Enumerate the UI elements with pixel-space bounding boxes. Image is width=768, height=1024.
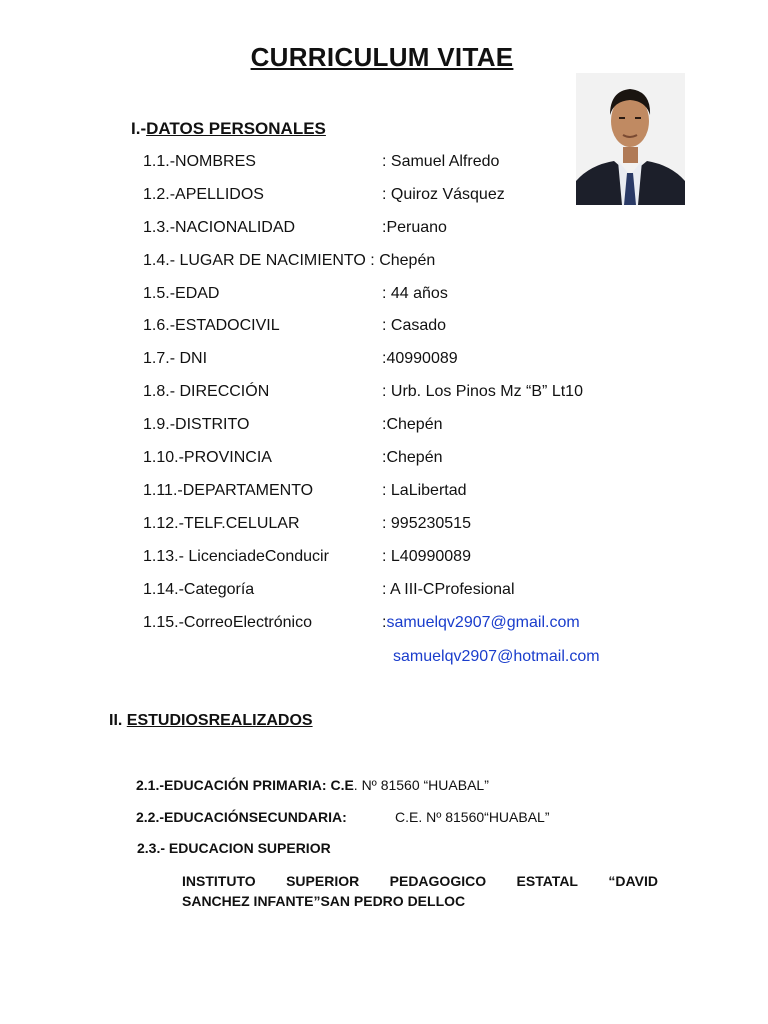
field-label: 1.2.-APELLIDOS	[143, 186, 264, 203]
field-value: :Chepén	[382, 449, 443, 466]
section-heading-studies	[109, 712, 313, 730]
field-label: 1.14.-Categoría	[143, 581, 255, 598]
field-label: 1.9.-DISTRITO	[143, 416, 250, 433]
field-label: 1.13.- LicenciadeConducir	[143, 548, 329, 565]
section-prefix: II.	[109, 712, 127, 729]
institution-name	[182, 871, 658, 911]
section-title: DATOS PERSONALES	[146, 119, 326, 138]
field-colon: :	[382, 614, 387, 631]
field-value: : 995230515	[382, 515, 471, 532]
field-label: 1.3.-NACIONALIDAD	[143, 219, 296, 236]
institution-word: SUPERIOR	[286, 873, 360, 889]
institution-line-2: SANCHEZ INFANTE”SAN PEDRO DELLOC	[182, 893, 466, 909]
education-secondary-value: C.E. Nº 81560“HUABAL”	[395, 809, 550, 825]
field-value: :Peruano	[382, 219, 447, 236]
field-label: 1.11.-DEPARTAMENTO	[143, 482, 314, 499]
section-title: ESTUDIOSREALIZADOS	[126, 712, 313, 729]
email-link-hotmail[interactable]: samuelqv2907@hotmail.com	[393, 648, 600, 665]
field-value: :Chepén	[382, 416, 443, 433]
field-label: 1.15.-CorreoElectrónico	[143, 614, 312, 631]
education-primary	[136, 777, 489, 793]
field-value: : 44 años	[382, 285, 448, 302]
field-value: : Samuel Alfredo	[382, 153, 500, 170]
field-value: : L40990089	[382, 548, 471, 565]
field-label: 1.12.-TELF.CELULAR	[143, 515, 300, 532]
field-value: : Quiroz Vásquez	[382, 186, 505, 203]
field-value: : A III-CProfesional	[382, 581, 515, 598]
institution-word: ESTATAL	[516, 873, 578, 889]
field-label: 1.5.-EDAD	[143, 285, 220, 302]
institution-line-1	[182, 871, 658, 891]
document-title: CURRICULUM VITAE	[250, 42, 514, 72]
education-secondary-label: 2.2.-EDUCACIÓNSECUNDARIA:	[136, 809, 347, 825]
education-superior-label: 2.3.- EDUCACION SUPERIOR	[137, 840, 331, 856]
institution-word: INSTITUTO	[182, 873, 256, 889]
field-label: 1.4.- LUGAR DE NACIMIENTO : Chepén	[143, 252, 436, 269]
education-primary-label: 2.1.-EDUCACIÓN PRIMARIA: C.E	[136, 777, 354, 793]
institution-word: “DAVID	[608, 873, 658, 889]
field-label: 1.1.-NOMBRES	[143, 153, 256, 170]
field-label: 1.10.-PROVINCIA	[143, 449, 272, 466]
field-label: 1.6.-ESTADOCIVIL	[143, 317, 280, 334]
education-secondary	[136, 809, 347, 825]
field-value: : LaLibertad	[382, 482, 467, 499]
field-value: : Urb. Los Pinos Mz “B” Lt10	[382, 383, 583, 400]
field-row	[143, 252, 435, 270]
profile-photo	[576, 73, 685, 205]
field-value-email	[382, 614, 580, 632]
institution-word: PEDAGOGICO	[389, 873, 487, 889]
section-prefix: I.-	[131, 119, 147, 138]
field-label: 1.7.- DNI	[143, 350, 208, 367]
section-heading-personal	[131, 119, 326, 139]
field-value: : Casado	[382, 317, 447, 334]
education-superior	[137, 840, 331, 856]
email-link-gmail[interactable]: samuelqv2907@gmail.com	[386, 614, 580, 631]
field-label: 1.8.- DIRECCIÓN	[143, 383, 270, 400]
field-value: :40990089	[382, 350, 458, 367]
education-primary-value: . Nº 81560 “HUABAL”	[353, 777, 489, 793]
